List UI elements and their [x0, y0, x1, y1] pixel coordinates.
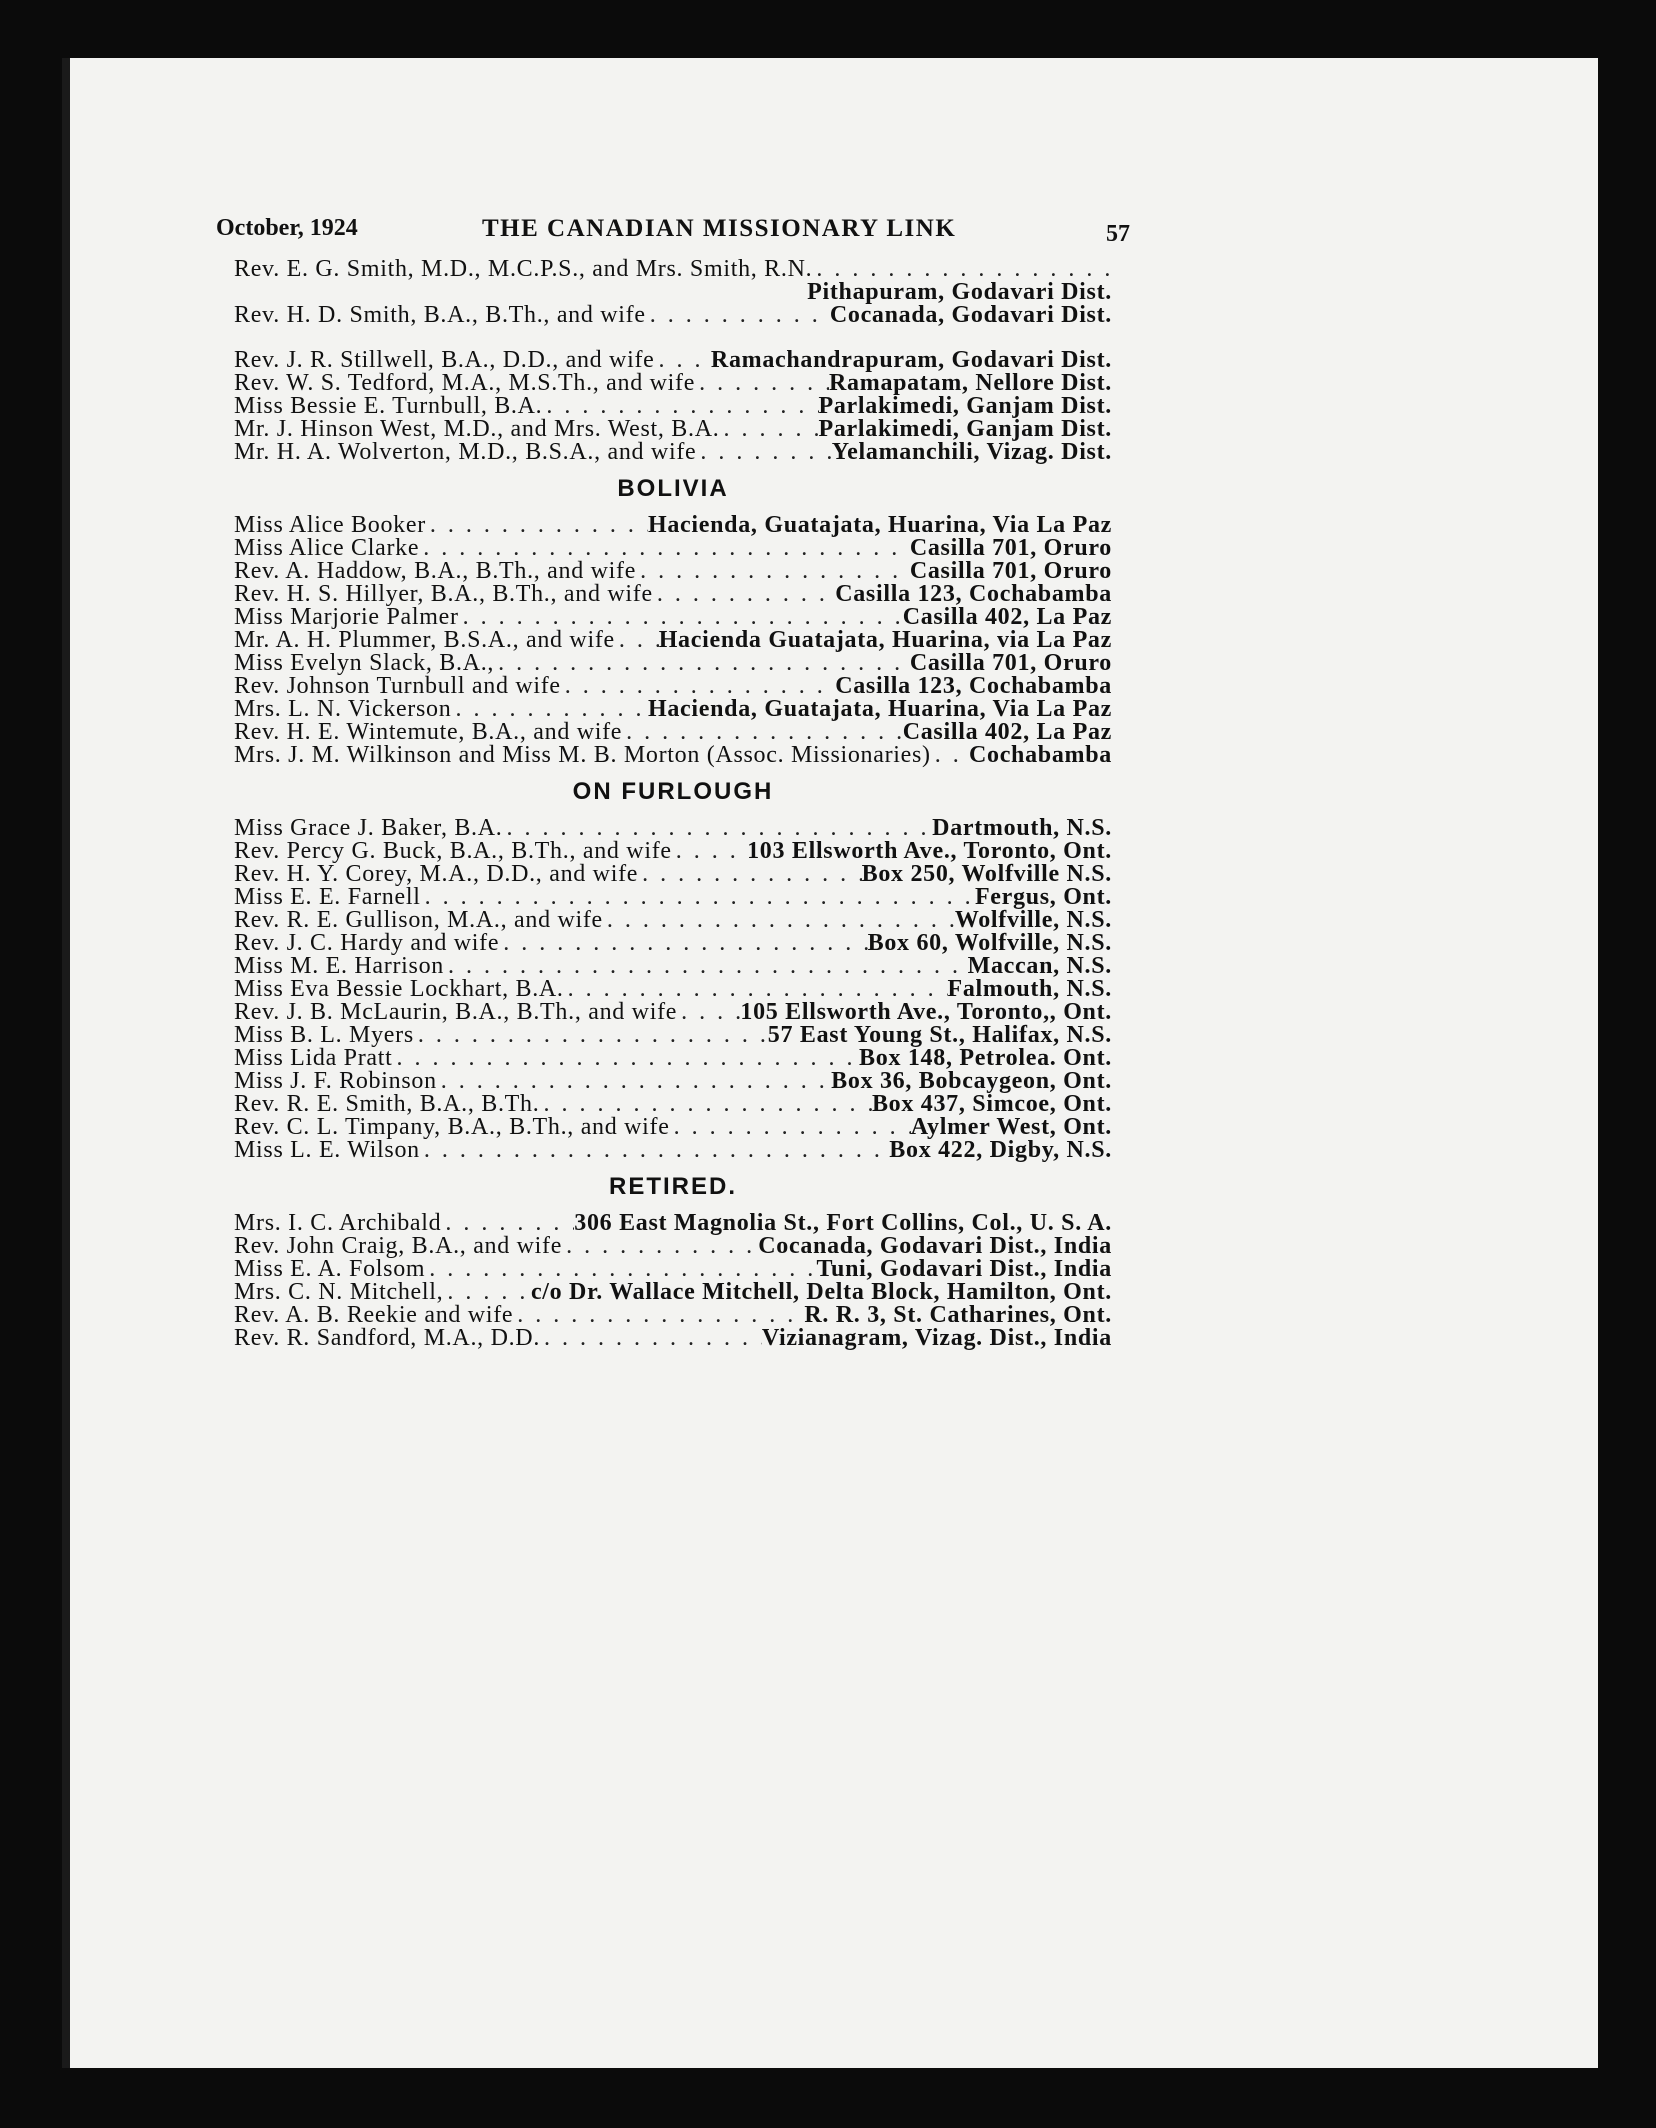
station-address: 57 East Young St., Halifax, N.S. [767, 1022, 1112, 1048]
station-address: Ramapatam, Nellore Dist. [829, 370, 1112, 396]
missionary-name: Mrs. I. C. Archibald [234, 1210, 442, 1236]
missionary-name: Rev. Johnson Turnbull and wife [234, 673, 561, 699]
missionary-name: Rev. H. Y. Corey, M.A., D.D., and wife [234, 861, 639, 887]
station-address: Casilla 701, Oruro [909, 650, 1112, 676]
missionary-name: Rev. R. E. Smith, B.A., B.Th. [234, 1091, 540, 1117]
list-item [234, 675, 1112, 698]
header-date: October, 1924 [216, 215, 358, 241]
station-address: Casilla 402, La Paz [902, 719, 1112, 745]
list-item [234, 1212, 1112, 1235]
station-address: Casilla 402, La Paz [902, 604, 1112, 630]
missionary-name: Miss Marjorie Palmer [234, 604, 459, 630]
list-item [234, 817, 1112, 840]
list-item [234, 698, 1112, 721]
missionary-name: Miss J. F. Robinson [234, 1068, 437, 1094]
list-item [234, 1304, 1112, 1327]
missionary-name: Rev. R. Sandford, M.A., D.D. [234, 1325, 541, 1351]
missionary-directory [234, 258, 1112, 1350]
list-item [234, 514, 1112, 537]
list-item [234, 978, 1112, 1001]
bolivia-list [234, 514, 1112, 767]
retired-list [234, 1212, 1112, 1350]
list-item [234, 1139, 1112, 1162]
list-item [234, 304, 1112, 327]
list-item [234, 1235, 1112, 1258]
missionary-name: Rev. J. R. Stillwell, B.A., D.D., and wife [234, 347, 655, 373]
station-address: Tuni, Godavari Dist., India [816, 1256, 1112, 1282]
missionary-name: Miss B. L. Myers [234, 1022, 414, 1048]
list-item [234, 721, 1112, 744]
document-page [62, 58, 1598, 2068]
station-address: c/o Dr. Wallace Mitchell, Delta Block, Hamilton, Ont. [530, 1279, 1112, 1305]
missionary-name: Miss Evelyn Slack, B.A., [234, 650, 495, 676]
station-address: Aylmer West, Ont. [910, 1114, 1112, 1140]
binding-edge [62, 58, 70, 2068]
missionary-name: Miss E. A. Folsom [234, 1256, 426, 1282]
list-item [234, 886, 1112, 909]
missionary-name: Miss E. E. Farnell [234, 884, 421, 910]
station-address: Box 422, Digby, N.S. [889, 1137, 1112, 1163]
missionary-name: Miss Lida Pratt [234, 1045, 393, 1071]
furlough-list [234, 817, 1112, 1162]
station-address: Falmouth, N.S. [947, 976, 1112, 1002]
list-item [234, 863, 1112, 886]
header-title: THE CANADIAN MISSIONARY LINK [482, 215, 957, 242]
station-address: Dartmouth, N.S. [932, 815, 1112, 841]
station-address: 105 Ellsworth Ave., Toronto,, Ont. [740, 999, 1112, 1025]
station-address: Ramachandrapuram, Godavari Dist. [710, 347, 1112, 373]
list-item [234, 583, 1112, 606]
list-item [234, 441, 1112, 464]
missionary-name: Miss Grace J. Baker, B.A. [234, 815, 503, 841]
station-address: Hacienda, Guatajata, Huarina, Via La Paz [647, 512, 1112, 538]
list-item [234, 606, 1112, 629]
list-item [234, 1258, 1112, 1281]
list-item [234, 418, 1112, 441]
missionary-name: Miss Alice Booker [234, 512, 426, 538]
missionary-name: Miss Alice Clarke [234, 535, 420, 561]
list-item [234, 744, 1112, 767]
missionary-name: Mrs. J. M. Wilkinson and Miss M. B. Morton (Assoc. Missionaries) [234, 742, 931, 768]
list-item [234, 840, 1112, 863]
list-item [234, 372, 1112, 395]
list-item [234, 560, 1112, 583]
missionary-name: Rev. Percy G. Buck, B.A., B.Th., and wife [234, 838, 672, 864]
station-address: Cocanada, Godavari Dist., India [758, 1233, 1112, 1259]
running-header [62, 215, 1598, 255]
missionary-name: Miss L. E. Wilson [234, 1137, 420, 1163]
section-heading-furlough: ON FURLOUGH [572, 778, 774, 805]
station-address: Parlakimedi, Ganjam Dist. [818, 393, 1112, 419]
station-address: Casilla 123, Cochabamba [835, 581, 1112, 607]
list-item [234, 955, 1112, 978]
missionary-name: Rev. R. E. Gullison, M.A., and wife [234, 907, 603, 933]
list-item [234, 1116, 1112, 1139]
station-address: Box 250, Wolfville N.S. [861, 861, 1112, 887]
station-address: Vizianagram, Vizag. Dist., India [761, 1325, 1112, 1351]
list-item [234, 629, 1112, 652]
page-number: 57 [1106, 221, 1130, 247]
missionary-name: Rev. H. E. Wintemute, B.A., and wife [234, 719, 623, 745]
missionary-name: Rev. H. S. Hillyer, B.A., B.Th., and wife [234, 581, 653, 607]
missionary-name: Rev. W. S. Tedford, M.A., M.S.Th., and wife [234, 370, 696, 396]
station-address: Hacienda, Guatajata, Huarina, Via La Paz [647, 696, 1112, 722]
missionary-name: Mrs. C. N. Mitchell, [234, 1279, 444, 1305]
station-address: R. R. 3, St. Catharines, Ont. [804, 1302, 1112, 1328]
station-address: Cochabamba [968, 742, 1112, 768]
section-heading-retired: RETIRED. [608, 1173, 737, 1200]
list-item [234, 1327, 1112, 1350]
list-item [234, 1281, 1112, 1304]
list-item [234, 909, 1112, 932]
list-item [234, 349, 1112, 372]
missionary-name: Miss M. E. Harrison [234, 953, 444, 979]
list-item [234, 1024, 1112, 1047]
station-address: Wolfville, N.S. [954, 907, 1112, 933]
station-address: Cocanada, Godavari Dist. [829, 302, 1112, 328]
list-item [234, 652, 1112, 675]
list-item [234, 1047, 1112, 1070]
station-address: Box 36, Bobcaygeon, Ont. [831, 1068, 1112, 1094]
list-item [234, 1001, 1112, 1024]
missionary-name: Mr. J. Hinson West, M.D., and Mrs. West, B.A. [234, 416, 720, 442]
missionary-name: Rev. A. B. Reekie and wife [234, 1302, 514, 1328]
list-item [234, 1070, 1112, 1093]
list-item [234, 932, 1112, 955]
station-address: Hacienda Guatajata, Huarina, via La Paz [658, 627, 1112, 653]
station-address: Casilla 123, Cochabamba [835, 673, 1112, 699]
missionary-name: Rev. C. L. Timpany, B.A., B.Th., and wife [234, 1114, 670, 1140]
list-item [234, 395, 1112, 418]
india-list [234, 258, 1112, 464]
station-address: Parlakimedi, Ganjam Dist. [818, 416, 1112, 442]
list-item [234, 537, 1112, 560]
station-address: Casilla 701, Oruro [909, 535, 1112, 561]
list-item [234, 1093, 1112, 1116]
list-item [234, 258, 1112, 281]
section-heading-bolivia: BOLIVIA [617, 475, 729, 502]
missionary-name: Rev. E. G. Smith, M.D., M.C.P.S., and Mrs. Smith, R.N. [234, 256, 813, 282]
missionary-name: Miss Bessie E. Turnbull, B.A. [234, 393, 543, 419]
station-address: Pithapuram, Godavari Dist. [807, 279, 1112, 305]
station-address: Maccan, N.S. [967, 953, 1112, 979]
missionary-name: Rev. J. B. McLaurin, B.A., B.Th., and wife [234, 999, 678, 1025]
missionary-name: Rev. H. D. Smith, B.A., B.Th., and wife [234, 302, 646, 328]
missionary-name: Mr. A. H. Plummer, B.S.A., and wife [234, 627, 615, 653]
station-address: Box 148, Petrolea. Ont. [859, 1045, 1112, 1071]
missionary-name: Mrs. L. N. Vickerson [234, 696, 452, 722]
station-address: Yelamanchili, Vizag. Dist. [831, 439, 1112, 465]
missionary-name: Rev. A. Haddow, B.A., B.Th., and wife [234, 558, 637, 584]
station-address: Fergus, Ont. [974, 884, 1112, 910]
station-address: 306 East Magnolia St., Fort Collins, Col., U. S. A. [574, 1210, 1112, 1236]
station-address: Casilla 701, Oruro [909, 558, 1112, 584]
station-address: 103 Ellsworth Ave., Toronto, Ont. [747, 838, 1112, 864]
missionary-name: Rev. John Craig, B.A., and wife [234, 1233, 563, 1259]
missionary-name: Rev. J. C. Hardy and wife [234, 930, 500, 956]
missionary-name: Miss Eva Bessie Lockhart, B.A. [234, 976, 564, 1002]
station-address: Box 60, Wolfville, N.S. [867, 930, 1112, 956]
list-item [234, 281, 1112, 304]
station-address: Box 437, Simcoe, Ont. [871, 1091, 1112, 1117]
missionary-name: Mr. H. A. Wolverton, M.D., B.S.A., and wife [234, 439, 697, 465]
